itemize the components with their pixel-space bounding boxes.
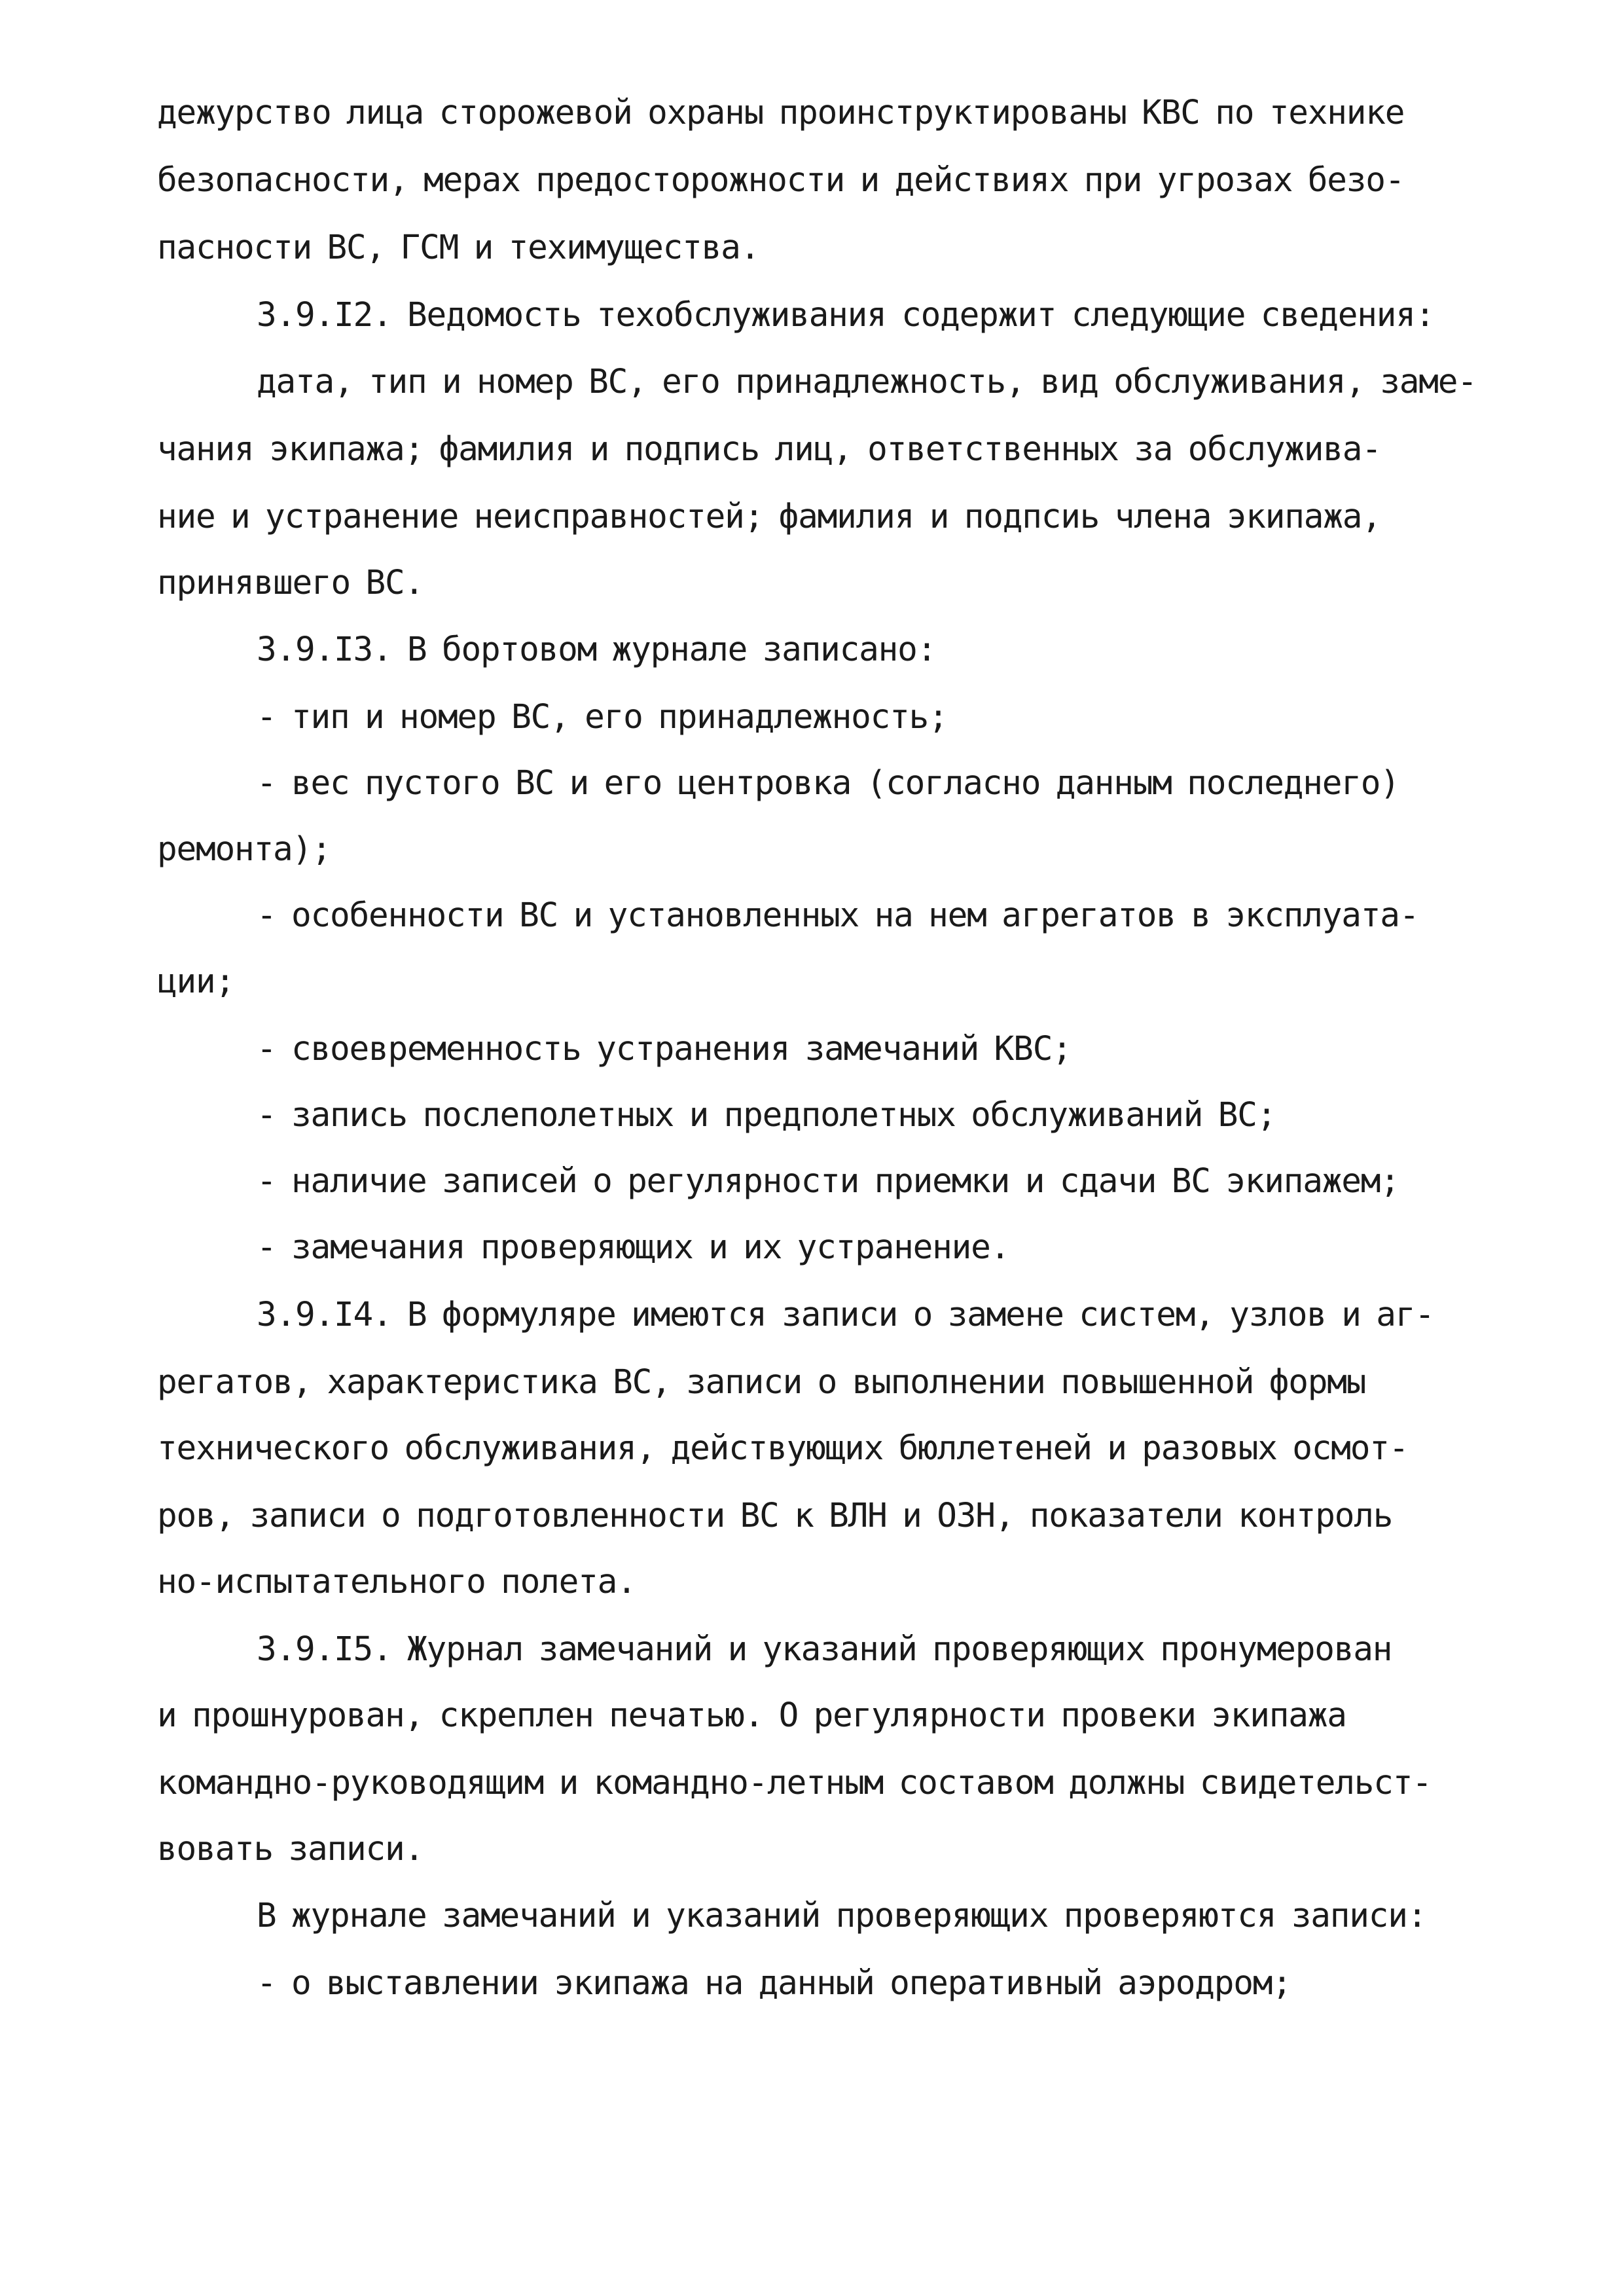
list-item: - своевременность устранения замечаний КВС;: [257, 1030, 1072, 1068]
list-item: - тип и номер ВС, его принадлежность;: [257, 698, 948, 737]
text-line: В журнале замечаний и указаний проверяющих проверяются записи:: [257, 1897, 1427, 1935]
text-line: принявшего ВС.: [157, 564, 424, 602]
text-line: технического обслуживания, действующих бюллетеней и разовых осмот-: [157, 1429, 1409, 1468]
list-item: - запись послеполетных и предполетных обслуживаний ВС;: [257, 1096, 1276, 1135]
section-heading-3-9-13: 3.9.I3. В бортовом журнале записано:: [257, 630, 937, 669]
section-heading-3-9-14: 3.9.I4. В формуляре имеются записи о замене систем, узлов и аг-: [257, 1296, 1434, 1334]
text-line: чания экипажа; фамилия и подпись лиц, ответственных за обслужива-: [157, 430, 1381, 469]
list-item: - замечания проверяющих и их устранение.: [257, 1228, 1010, 1267]
text-line: регатов, характеристика ВС, записи о выполнении повышенной формы: [157, 1363, 1366, 1402]
section-heading-3-9-15: 3.9.I5. Журнал замечаний и указаний проверяющих пронумерован: [257, 1630, 1392, 1669]
list-item: - особенности ВС и установленных на нем агрегатов в эксплуата-: [257, 896, 1419, 935]
text-line: ров, записи о подготовленности ВС к ВЛН и ОЗН, показатели контроль: [157, 1497, 1393, 1535]
text-line: ции;: [157, 962, 235, 1001]
text-line: пасности ВС, ГСМ и техимущества.: [157, 228, 760, 267]
text-line: безопасности, мерах предосторожности и действиях при угрозах безо-: [157, 161, 1405, 200]
text-line: ремонта);: [157, 830, 331, 869]
list-item: - вес пустого ВС и его центровка (согласно данным последнего): [257, 764, 1399, 803]
text-line: ние и устранение неисправностей; фамилия и подпсиь члена экипажа,: [157, 498, 1381, 536]
text-line: и прошнурован, скреплен печатью. О регулярности провеки экипажа: [157, 1696, 1346, 1735]
list-item: - о выставлении экипажа на данный оперативный аэродром;: [257, 1964, 1291, 2003]
text-line: но-испытательного полета.: [157, 1563, 636, 1601]
text-line: дежурство лица сторожевой охраны проинструктированы КВС по технике: [157, 94, 1405, 132]
list-item: - наличие записей о регулярности приемки и сдачи ВС экипажем;: [257, 1162, 1399, 1201]
text-line: командно-руководящим и командно-летным составом должны свидетельст-: [157, 1764, 1432, 1802]
section-heading-3-9-12: 3.9.I2. Ведомость техобслуживания содержит следующие сведения:: [257, 296, 1435, 335]
text-line: вовать записи.: [157, 1830, 424, 1868]
text-line: дата, тип и номер ВС, его принадлежность, вид обслуживания, заме-: [257, 363, 1477, 401]
